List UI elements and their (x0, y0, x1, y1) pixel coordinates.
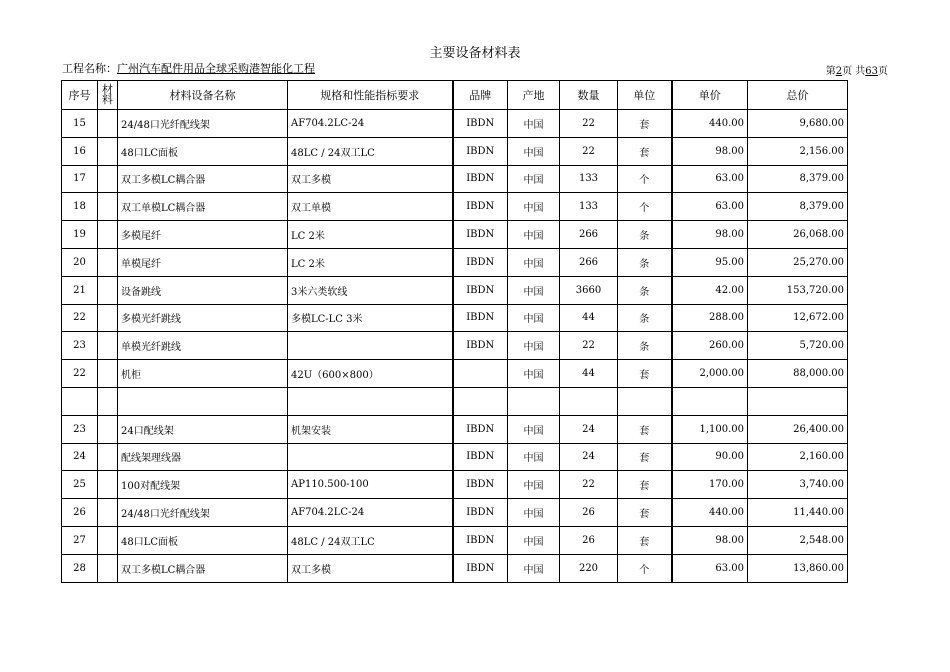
cell-total: 153,720.00 (748, 276, 848, 304)
table-row (62, 110, 848, 138)
cell-brand: IBDN (453, 221, 508, 249)
cell-name: 机柜 (118, 360, 288, 388)
table-title: 主要设备材料表 (429, 46, 521, 61)
cell-spec: 多模LC-LC 3米 (288, 304, 453, 332)
cell-name (118, 387, 288, 415)
cell-name: 多模光纤跳线 (118, 304, 288, 332)
cell-unit: 套 (618, 526, 672, 554)
page-suffix: 页 (878, 66, 888, 77)
cell-name: 双工多模LC耦合器 (118, 165, 288, 193)
table-body (62, 110, 848, 583)
cell-no: 19 (62, 221, 98, 249)
cell-no (62, 387, 98, 415)
page-prefix: 第 (825, 66, 836, 77)
cell-mat (98, 248, 118, 276)
cell-origin: 中国 (508, 193, 560, 221)
cell-no: 27 (62, 526, 98, 554)
cell-no: 21 (62, 276, 98, 304)
cell-total: 88,000.00 (748, 360, 848, 388)
cell-name: 48口LC面板 (118, 526, 288, 554)
cell-price: 98.00 (672, 221, 748, 249)
cell-qty (560, 387, 618, 415)
table-row (62, 165, 848, 193)
cell-qty: 24 (560, 443, 618, 471)
cell-qty: 24 (560, 415, 618, 443)
page-current: 2 (835, 66, 843, 77)
table-row (62, 248, 848, 276)
cell-unit: 条 (618, 332, 672, 360)
cell-unit: 条 (618, 276, 672, 304)
cell-total: 2,160.00 (748, 443, 848, 471)
page-indicator (826, 62, 888, 77)
cell-price: 63.00 (672, 193, 748, 221)
cell-total: 8,379.00 (748, 193, 848, 221)
cell-unit: 套 (618, 471, 672, 499)
table-row (62, 526, 848, 554)
cell-price: 2,000.00 (672, 360, 748, 388)
table-row (62, 554, 848, 582)
cell-qty: 22 (560, 110, 618, 138)
cell-mat (98, 193, 118, 221)
cell-unit: 套 (618, 443, 672, 471)
cell-spec: 机架安装 (288, 415, 453, 443)
header-spec: 规格和性能指标要求 (288, 81, 453, 110)
cell-unit: 套 (618, 110, 672, 138)
cell-brand: IBDN (453, 332, 508, 360)
cell-qty: 266 (560, 248, 618, 276)
cell-unit: 套 (618, 360, 672, 388)
cell-name: 设备跳线 (118, 276, 288, 304)
cell-mat (98, 443, 118, 471)
cell-no: 26 (62, 499, 98, 527)
cell-origin: 中国 (508, 276, 560, 304)
cell-origin: 中国 (508, 248, 560, 276)
cell-unit: 个 (618, 554, 672, 582)
cell-mat (98, 554, 118, 582)
cell-name: 配线架理线器 (118, 443, 288, 471)
cell-mat (98, 387, 118, 415)
page-mid: 页 共 (842, 66, 866, 77)
cell-brand: IBDN (453, 276, 508, 304)
cell-spec: LC 2米 (288, 221, 453, 249)
cell-origin: 中国 (508, 110, 560, 138)
cell-total: 26,400.00 (748, 415, 848, 443)
cell-spec (288, 332, 453, 360)
cell-mat (98, 137, 118, 165)
cell-no: 18 (62, 193, 98, 221)
cell-mat (98, 276, 118, 304)
cell-no: 22 (62, 360, 98, 388)
cell-no: 23 (62, 332, 98, 360)
cell-name: 24/48口光纤配线架 (118, 499, 288, 527)
cell-mat (98, 332, 118, 360)
cell-spec: 双工单模 (288, 193, 453, 221)
project-name: 广州汽车配件用品全球采购港智能化工程 (117, 62, 315, 75)
table-row (62, 332, 848, 360)
cell-unit: 个 (618, 165, 672, 193)
header-no: 序号 (62, 81, 98, 110)
cell-price: 1,100.00 (672, 415, 748, 443)
table-row (62, 415, 848, 443)
cell-spec: AF704.2LC-24 (288, 499, 453, 527)
cell-brand: IBDN (453, 554, 508, 582)
header-total: 总价 (748, 81, 848, 110)
header-mat: 材料 (98, 81, 118, 110)
table-row (62, 137, 848, 165)
table-row (62, 471, 848, 499)
cell-price: 63.00 (672, 554, 748, 582)
cell-spec: 42U（600×800） (288, 360, 453, 388)
cell-brand: IBDN (453, 193, 508, 221)
cell-unit: 套 (618, 415, 672, 443)
cell-total: 5,720.00 (748, 332, 848, 360)
cell-mat (98, 221, 118, 249)
cell-mat (98, 360, 118, 388)
cell-total: 2,156.00 (748, 137, 848, 165)
cell-brand: IBDN (453, 415, 508, 443)
cell-brand: IBDN (453, 304, 508, 332)
header-price: 单价 (672, 81, 748, 110)
cell-spec: AP110.500-100 (288, 471, 453, 499)
cell-origin: 中国 (508, 304, 560, 332)
cell-total: 3,740.00 (748, 471, 848, 499)
cell-name: 100对配线架 (118, 471, 288, 499)
cell-unit (618, 387, 672, 415)
cell-name: 48口LC面板 (118, 137, 288, 165)
header-name: 材料设备名称 (118, 81, 288, 110)
cell-brand: IBDN (453, 165, 508, 193)
cell-total: 13,860.00 (748, 554, 848, 582)
cell-origin: 中国 (508, 137, 560, 165)
cell-qty: 133 (560, 193, 618, 221)
cell-spec: LC 2米 (288, 248, 453, 276)
cell-total: 2,548.00 (748, 526, 848, 554)
cell-mat (98, 526, 118, 554)
cell-name: 多模尾纤 (118, 221, 288, 249)
cell-brand (453, 387, 508, 415)
cell-total: 8,379.00 (748, 165, 848, 193)
cell-name: 单模尾纤 (118, 248, 288, 276)
cell-no: 22 (62, 304, 98, 332)
cell-price: 440.00 (672, 499, 748, 527)
cell-qty: 266 (560, 221, 618, 249)
cell-total: 9,680.00 (748, 110, 848, 138)
cell-qty: 22 (560, 137, 618, 165)
cell-name: 双工单模LC耦合器 (118, 193, 288, 221)
header-brand: 品牌 (453, 81, 508, 110)
table-row (62, 221, 848, 249)
cell-origin (508, 387, 560, 415)
cell-brand: IBDN (453, 137, 508, 165)
cell-origin: 中国 (508, 221, 560, 249)
cell-total: 11,440.00 (748, 499, 848, 527)
cell-qty: 22 (560, 471, 618, 499)
cell-price: 440.00 (672, 110, 748, 138)
cell-unit: 套 (618, 499, 672, 527)
cell-qty: 133 (560, 165, 618, 193)
cell-total: 12,672.00 (748, 304, 848, 332)
cell-price: 288.00 (672, 304, 748, 332)
cell-price: 90.00 (672, 443, 748, 471)
cell-price: 98.00 (672, 137, 748, 165)
cell-brand: IBDN (453, 526, 508, 554)
cell-origin: 中国 (508, 360, 560, 388)
cell-total: 26,068.00 (748, 221, 848, 249)
cell-mat (98, 165, 118, 193)
header-origin: 产地 (508, 81, 560, 110)
cell-no: 24 (62, 443, 98, 471)
cell-qty: 3660 (560, 276, 618, 304)
cell-mat (98, 471, 118, 499)
table-row (62, 193, 848, 221)
table-row (62, 387, 848, 415)
cell-spec: AF704.2LC-24 (288, 110, 453, 138)
cell-brand: IBDN (453, 499, 508, 527)
cell-spec: 双工多模 (288, 554, 453, 582)
cell-no: 15 (62, 110, 98, 138)
cell-price: 42.00 (672, 276, 748, 304)
cell-total: 25,270.00 (748, 248, 848, 276)
cell-price (672, 387, 748, 415)
cell-spec: 双工多模 (288, 165, 453, 193)
cell-no: 25 (62, 471, 98, 499)
cell-brand: IBDN (453, 248, 508, 276)
cell-spec: 48LC / 24双工LC (288, 526, 453, 554)
cell-origin: 中国 (508, 443, 560, 471)
cell-name: 24口配线架 (118, 415, 288, 443)
cell-price: 170.00 (672, 471, 748, 499)
cell-qty: 220 (560, 554, 618, 582)
cell-name: 24/48口光纤配线架 (118, 110, 288, 138)
cell-origin: 中国 (508, 415, 560, 443)
cell-spec: 3米六类软线 (288, 276, 453, 304)
header-unit: 单位 (618, 81, 672, 110)
cell-no: 20 (62, 248, 98, 276)
cell-unit: 条 (618, 304, 672, 332)
cell-spec (288, 443, 453, 471)
page-total: 63 (865, 66, 878, 77)
cell-unit: 个 (618, 193, 672, 221)
cell-mat (98, 499, 118, 527)
cell-qty: 26 (560, 499, 618, 527)
cell-brand: IBDN (453, 110, 508, 138)
cell-name: 双工多模LC耦合器 (118, 554, 288, 582)
cell-no: 28 (62, 554, 98, 582)
cell-spec (288, 387, 453, 415)
cell-price: 63.00 (672, 165, 748, 193)
project-label: 工程名称： (62, 62, 117, 75)
cell-mat (98, 110, 118, 138)
table-row (62, 360, 848, 388)
cell-name: 单模光纤跳线 (118, 332, 288, 360)
cell-brand: IBDN (453, 443, 508, 471)
table-row (62, 499, 848, 527)
cell-no: 17 (62, 165, 98, 193)
project-line (62, 60, 315, 76)
table-row (62, 276, 848, 304)
cell-origin: 中国 (508, 499, 560, 527)
cell-no: 23 (62, 415, 98, 443)
cell-origin: 中国 (508, 554, 560, 582)
cell-origin: 中国 (508, 165, 560, 193)
cell-price: 95.00 (672, 248, 748, 276)
cell-price: 98.00 (672, 526, 748, 554)
cell-origin: 中国 (508, 332, 560, 360)
cell-brand (453, 360, 508, 388)
cell-total (748, 387, 848, 415)
cell-qty: 22 (560, 332, 618, 360)
cell-mat (98, 304, 118, 332)
table-row (62, 443, 848, 471)
cell-price: 260.00 (672, 332, 748, 360)
cell-unit: 条 (618, 248, 672, 276)
cell-brand: IBDN (453, 471, 508, 499)
table-header-row (62, 81, 848, 110)
cell-qty: 44 (560, 304, 618, 332)
table-row (62, 304, 848, 332)
cell-qty: 44 (560, 360, 618, 388)
cell-no: 16 (62, 137, 98, 165)
header-qty: 数量 (560, 81, 618, 110)
cell-unit: 套 (618, 137, 672, 165)
cell-spec: 48LC / 24双工LC (288, 137, 453, 165)
cell-origin: 中国 (508, 526, 560, 554)
cell-origin: 中国 (508, 471, 560, 499)
cell-qty: 26 (560, 526, 618, 554)
cell-unit: 条 (618, 221, 672, 249)
cell-mat (98, 415, 118, 443)
materials-table (61, 80, 848, 583)
